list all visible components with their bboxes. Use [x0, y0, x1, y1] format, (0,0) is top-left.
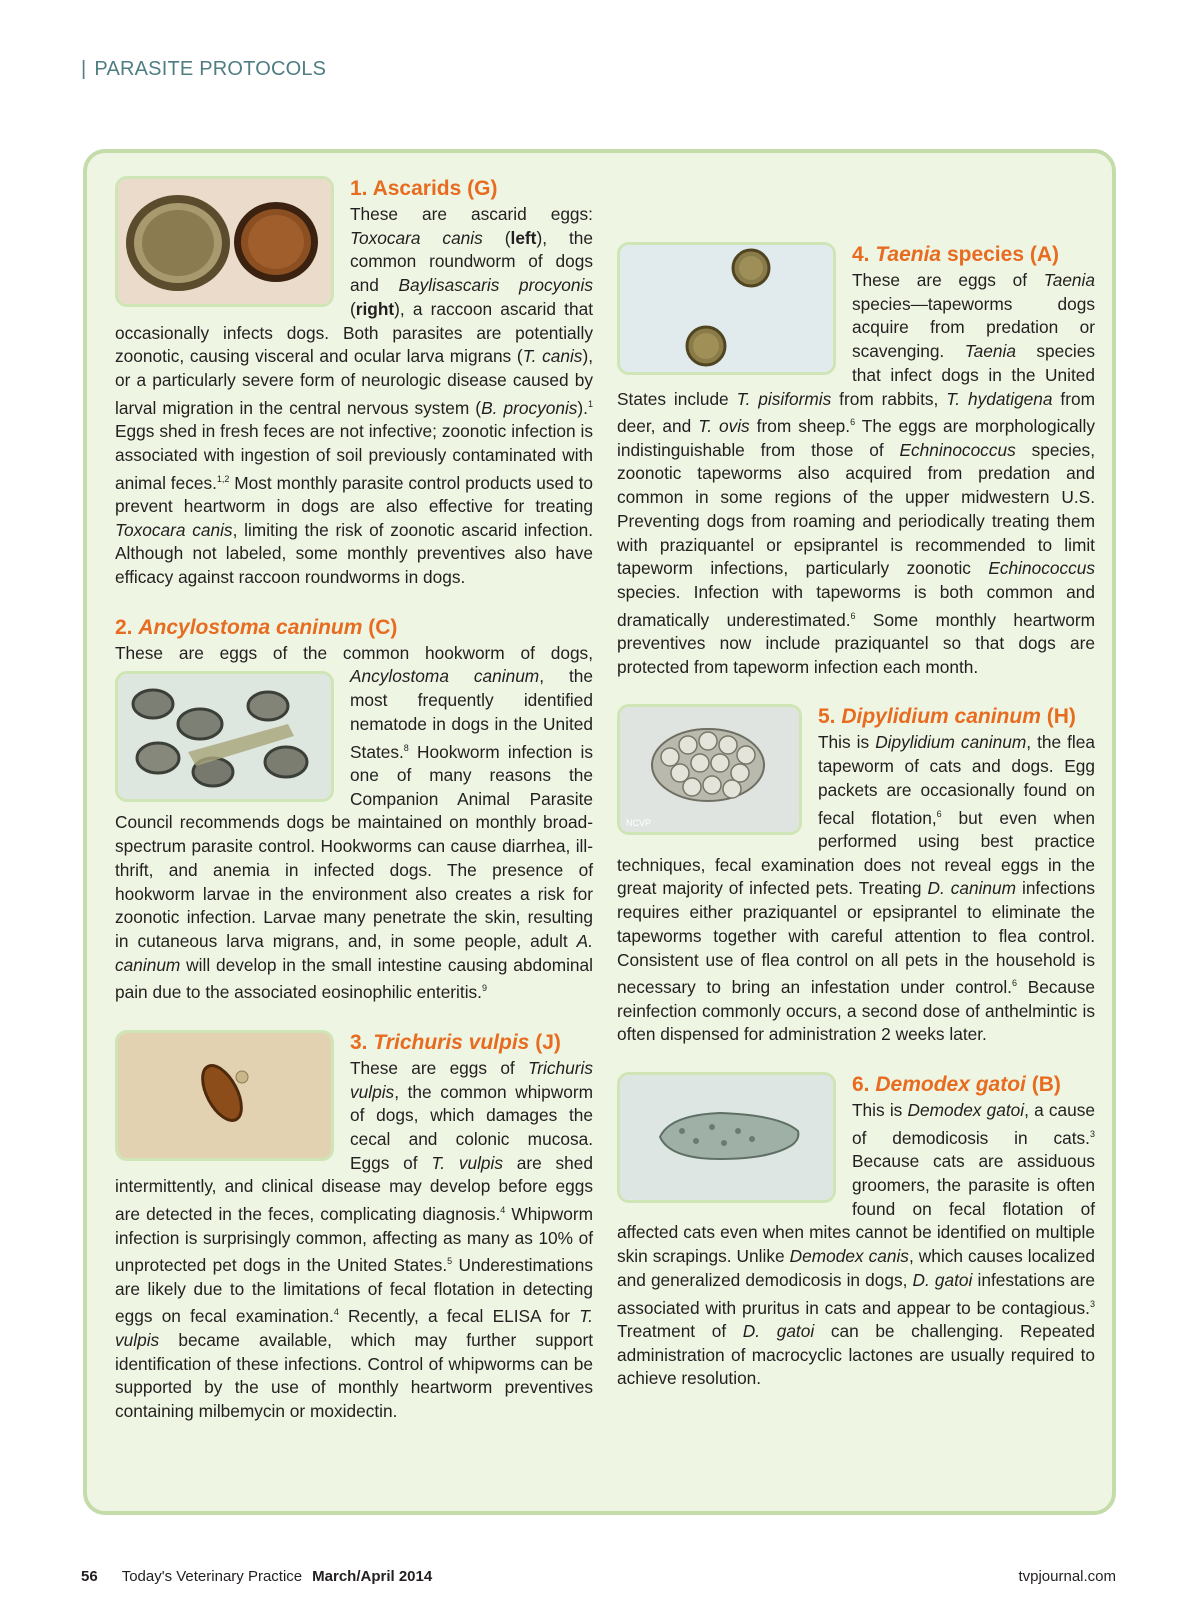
trichuris-body: 3. Trichuris vulpis (J) These are eggs of Trichuris vulpis, the common whipworm of dogs, which damages the cecal and colonic mucosa. Eggs of T. vulpis are shed intermittently, and clinical disease may develop before eggs are detected in the feces, complicating diagnosis.$^4$ Whipworm infection is surprisingly common, affecting as many as 10% of unprotected pet dogs in the United States.$^5$ Underestimations are likely due to the limitations of fecal flotation in detecting eggs on fecal examination.$^4$ Recently, a fecal ELISA for T. vulpis became available, which may further support identification of these infections. Control of whipworms can be supported by the use of monthly heartworm preventives containing milbemycin or moxidectin.	[115, 1030, 594, 1421]
dipylidium-egg-packet-image	[617, 704, 802, 835]
taenia-body: 4. Taenia species (A) These are eggs of Taenia species—tapeworms dogs acquire from predation or scavenging. Taenia species that infect dogs in the United States include T. pisiformis from rabbits, T. hydatigena from deer, and T. ovis from sheep.$^6$ The eggs are morphologically indistinguishable from those of Echninococcus species, zoonotic tapeworms also acquired from predation and common in some regions of the upper midwestern U.S. Preventing dogs from roaming and periodically treating them with praziquantel or epsiprantel is recommended to limit tapeworm infections, particularly zoonotic Echinococcus species. Infection with tapeworms is both common and dramatically underestimated.$^6$ Some monthly heartworm preventives now include praziquantel so that dogs are protected from tapeworm infection each month.	[617, 243, 1095, 677]
trichuris-heading: 3. Trichuris vulpis (J)	[350, 1030, 561, 1054]
demodex-heading: 6. Demodex gatoi (B)	[852, 1073, 1061, 1097]
taenia-heading: 4. Taenia species (A)	[852, 243, 1060, 266]
taenia-eggs-image	[617, 242, 836, 375]
issue-date: March/April 2014	[312, 1568, 433, 1585]
ascarids-heading: 1. Ascarids (G)	[350, 177, 498, 200]
dipylidium-body: 5. Dipylidium caninum (H) This is Dipylidium caninum, the flea tapeworm of cats and dogs. Egg packets are occasionally found on fecal flotation,$^6$ but even when performed using best practice techniques, fecal examination does not reveal eggs in the great majority of infected pets. Treating D. caninum infections requires either praziquantel or epsiprantel to eliminate the tapeworms together with careful attention to flea control. Consistent use of flea control on all pets in the household is necessary to bring an infestation under control.$^6$ Because reinfection commonly occurs, a second dose of anthelmintic is often dispensed for administration 2 weeks later.	[617, 705, 1096, 1045]
ascarids-body: 1. Ascarids (G) These are ascarid eggs: Toxocara canis (left), the common roundworm of dogs and Baylisascaris procyonis (right), a raccoon ascarid that occasionally infects dogs. Both parasites are potentially zoonotic, causing visceral and ocular larva migrans (T. canis), or a particularly severe form of neurologic disease caused by larval migration in the central nervous system (B. procyonis).$^1$ Eggs shed in fresh feces are not infective; zoonotic infection is associated with ingestion of soil previously contaminated with animal feces.$^{1,2}$ Most monthly parasite control products used to prevent heartworm in dogs are also effective for treating Toxocara canis, limiting the risk of zoonotic ascarid infection. Although not labeled, some monthly preventives also have efficacy against raccoon roundworms in dogs.	[115, 177, 594, 588]
footer-url[interactable]: tvpjournal.com	[1018, 1568, 1116, 1585]
whipworm-egg-image	[115, 1030, 334, 1161]
hookworm-eggs-image	[115, 671, 334, 802]
section-label: | PARASITE PROTOCOLS	[81, 58, 327, 80]
ancylostoma-heading: 2. Ancylostoma caninum (C)	[115, 615, 398, 639]
right-column-main	[617, 176, 1095, 1391]
publication-name: Today's Veterinary Practice	[121, 1568, 303, 1585]
ncvp-watermark: NCVP	[626, 818, 652, 829]
demodex-mite-image	[617, 1072, 836, 1203]
ancylostoma-body: These are eggs of the common hookworm of dogs, Ancylostoma caninum, the most frequently identified nematode in dogs in the United States.$^8$ Hookworm infection is one of many reasons the Companion Animal Parasite Council recommends dogs be maintained on monthly broad-spectrum parasite control. Hookworms can cause diarrhea, ill-thrift, and anemia in infected dogs. The presence of hookworm larvae in the environment also creates a risk for zoonotic infection. Larvae many penetrate the skin, resulting in cutaneous larva migrans, and, in some people, adult A. caninum will develop in the small intestine causing abdominal pain due to the associated eosinophilic enteritis.$^9$	[115, 642, 593, 1003]
dipylidium-heading: 5. Dipylidium caninum (H)	[818, 705, 1076, 729]
page-number: 56	[81, 1568, 98, 1585]
demodex-body: 6. Demodex gatoi (B) This is Demodex gatoi, a cause of demodicosis in cats.$^3$ Because cats are assiduous groomers, the parasite is often found on fecal flotation of affected cats even when mites cannot be identified on multiple skin scrapings. Unlike Demodex canis, which causes localized and generalized demodicosis in dogs, D. gatoi infestations are associated with pruritus in cats and appear to be contagious.$^3$ Treatment of D. gatoi can be challenging. Repeated administration of macrocyclic lactones are usually required to achieve resolution.	[617, 1073, 1096, 1389]
ascarid-eggs-image	[115, 176, 334, 307]
footer-left	[81, 1568, 432, 1585]
section-title: PARASITE PROTOCOLS	[94, 58, 327, 80]
left-column	[115, 176, 593, 1424]
